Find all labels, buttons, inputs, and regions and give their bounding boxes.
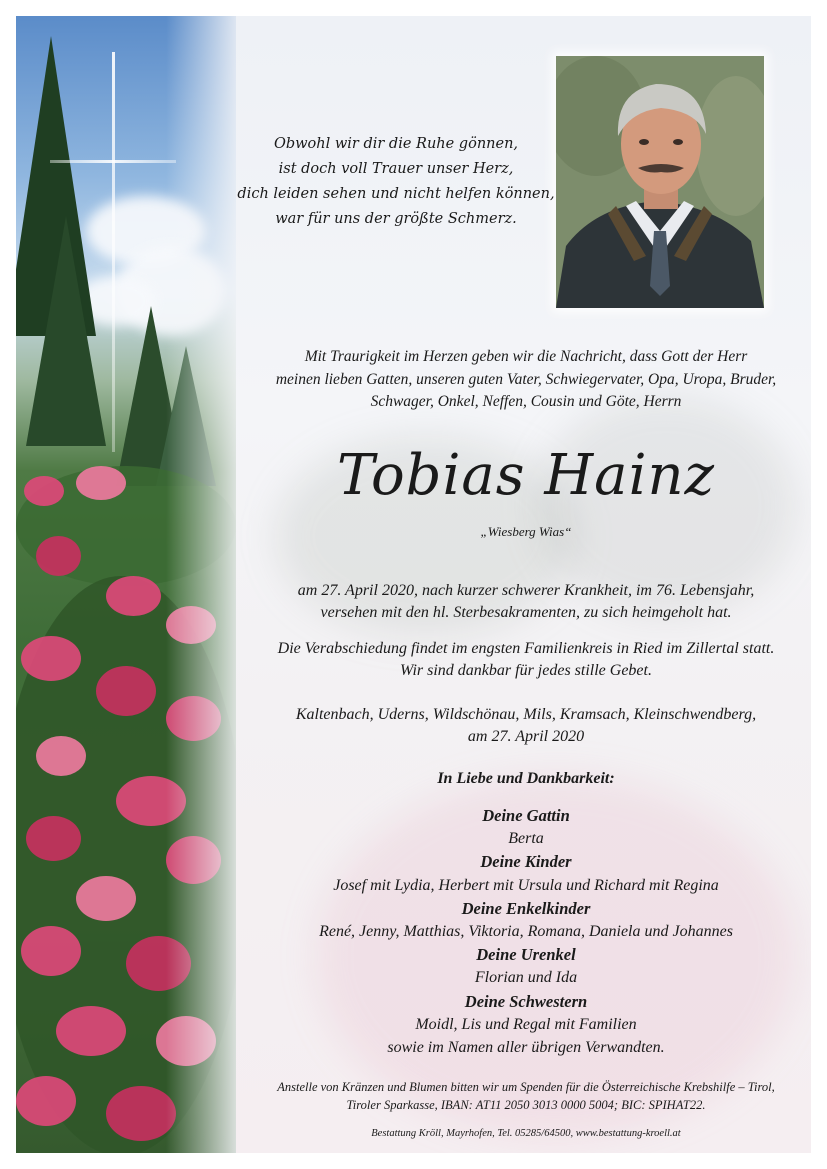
group-title: Deine Enkelkinder xyxy=(461,898,591,918)
mourners-heading: In Liebe und Dankbarkeit: xyxy=(437,770,615,787)
mourners-list xyxy=(256,804,796,1059)
deceased-nickname: „Wiesberg Wias“ xyxy=(480,524,572,539)
place-and-date xyxy=(256,704,796,748)
farewell-line: Die Verabschiedung findet im engsten Familienkreis in Ried im Zillertal statt. xyxy=(277,640,775,657)
farewell-line: Wir sind dankbar für jedes stille Gebet. xyxy=(400,662,652,679)
portrait-photo xyxy=(556,56,764,308)
group-names: Berta xyxy=(508,830,544,848)
cross-icon-bar xyxy=(50,160,176,163)
group-names: René, Jenny, Matthias, Viktoria, Romana, Daniela und Johannes xyxy=(319,923,733,941)
donation-line: Tiroler Sparkasse, IBAN: AT11 2050 3013 0000 5004; BIC: SPIHAT22. xyxy=(346,1098,706,1112)
places-line: Kaltenbach, Uderns, Wildschönau, Mils, Kramsach, Kleinschwendberg, xyxy=(295,706,757,723)
group-title: Deine Gattin xyxy=(482,806,570,825)
group-names: Moidl, Lis und Regal mit Familien xyxy=(415,1015,637,1033)
poem xyxy=(216,132,576,232)
death-notice xyxy=(256,580,796,624)
mountain-flowers-image xyxy=(16,16,236,1153)
cross-icon xyxy=(112,52,115,452)
intro-line: Mit Traurigkeit im Herzen geben wir die Nachricht, dass Gott der Herr xyxy=(304,348,748,365)
group-names: Josef mit Lydia, Herbert mit Ursula und Richard mit Regina xyxy=(333,876,719,894)
death-line: am 27. April 2020, nach kurzer schwerer Krankheit, im 76. Lebensjahr, xyxy=(297,582,755,599)
group-names: Florian und Ida xyxy=(474,969,578,987)
mourners-closing: sowie im Namen aller übrigen Verwandten. xyxy=(387,1039,665,1057)
death-line: versehen mit den hl. Sterbesakramenten, zu sich heimgeholt hat. xyxy=(320,604,732,621)
funeral-home-footer: Bestattung Kröll, Mayrhofen, Tel. 05285/64500, www.bestattung-kroell.at xyxy=(371,1128,681,1139)
intro-line: Schwager, Onkel, Neffen, Cousin und Göte, Herrn xyxy=(370,393,682,410)
donation-request xyxy=(256,1078,796,1114)
group-title: Deine Schwestern xyxy=(464,991,588,1011)
poem-line: ist doch voll Trauer unser Herz, xyxy=(278,161,514,177)
poem-line: Obwohl wir dir die Ruhe gönnen, xyxy=(273,136,519,152)
date-line: am 27. April 2020 xyxy=(467,728,585,745)
poem-line: war für uns der größte Schmerz. xyxy=(275,211,517,227)
group-title: Deine Kinder xyxy=(480,852,572,872)
deceased-name: Tobias Hainz xyxy=(336,443,716,508)
portrait-figure xyxy=(556,56,764,308)
intro-line: meinen lieben Gatten, unseren guten Vater, Schwiegervater, Opa, Uropa, Bruder, xyxy=(275,370,777,388)
donation-line: Anstelle von Kränzen und Blumen bitten wir um Spenden für die Österreichische Krebshilfe – Tirol, xyxy=(277,1080,775,1094)
poem-line: dich leiden sehen und nicht helfen können, xyxy=(237,186,555,202)
group-title: Deine Urenkel xyxy=(476,945,576,965)
announcement-intro xyxy=(256,346,796,414)
obituary-card xyxy=(16,16,811,1153)
farewell-notice xyxy=(256,638,796,682)
